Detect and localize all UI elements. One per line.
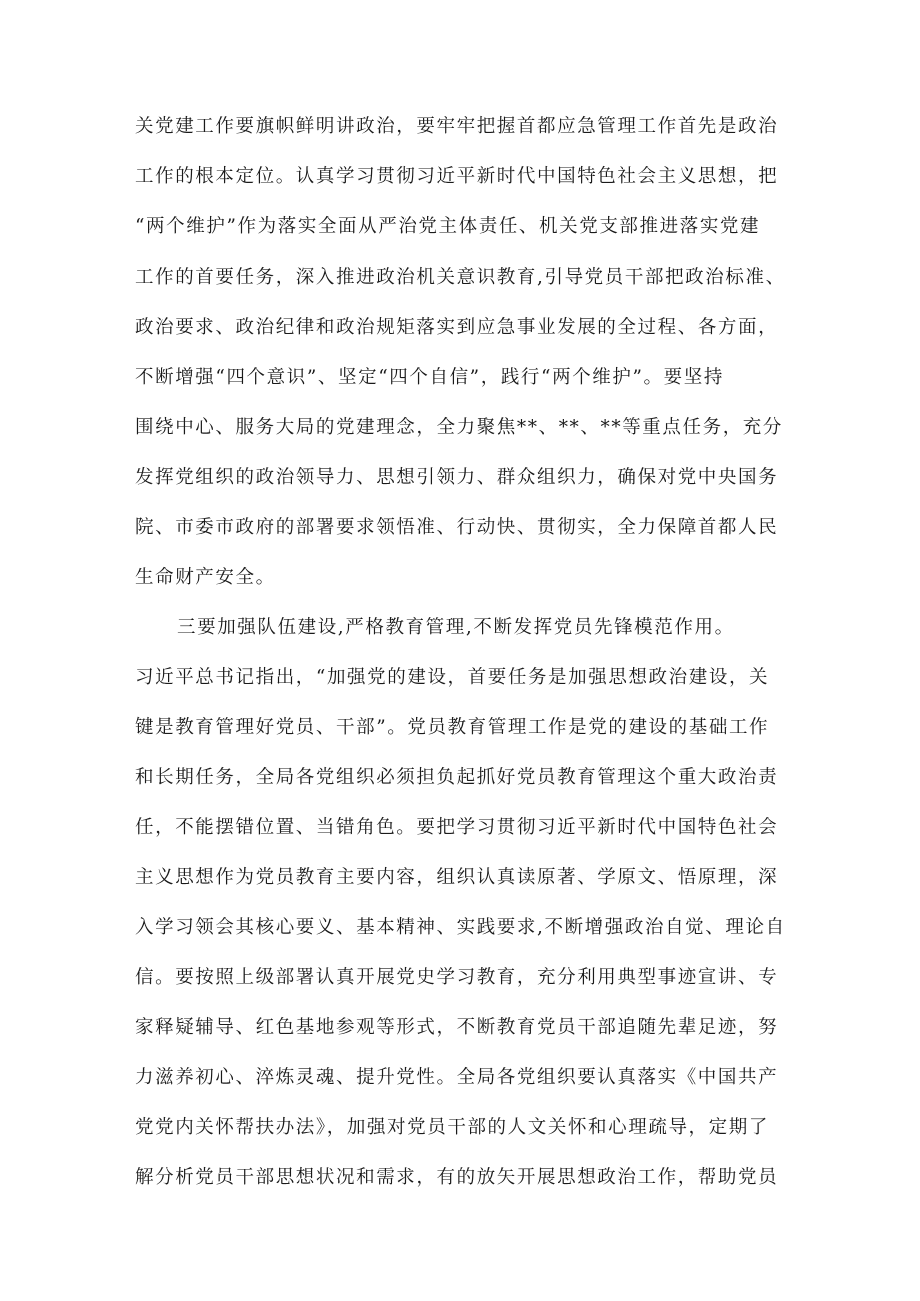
text-line: “两个维护”作为落实全面从严治党主体责任、机关党支部推进落实党建 xyxy=(135,216,761,237)
text-line: 主义思想作为党员教育主要内容，组织认真读原著、学原文、悟原理，深 xyxy=(135,867,779,888)
text-line: 院、市委市政府的部署要求领悟准、行动快、贯彻实，全力保障首都人民 xyxy=(135,517,779,538)
text-line: 围绕中心、服务大局的党建理念，全力聚焦**、**、**等重点任务，充分 xyxy=(135,417,784,438)
text-line: 工作的根本定位。认真学习贯彻习近平新时代中国特色社会主义思想，把 xyxy=(135,166,779,187)
text-line: 任，不能摆错位置、当错角色。要把学习贯彻习近平新时代中国特色社会 xyxy=(135,817,779,838)
text-line: 工作的首要任务，深入推进政治机关意识教育,引导党员干部把政治标准、 xyxy=(135,267,786,288)
text-line: 力滋养初心、淬炼灵魂、提升党性。全局各党组织要认真落实《中国共产 xyxy=(135,1067,779,1088)
text-line: 关党建工作要旗帜鲜明讲政治，要牢牢把握首都应急管理工作首先是政治 xyxy=(135,116,779,137)
text-line: 不断增强“四个意识”、坚定“四个自信”，践行“两个维护”。要坚持 xyxy=(135,367,724,388)
text-line: 党党内关怀帮扶办法》，加强对党员干部的人文关怀和心理疏导，定期了 xyxy=(135,1117,769,1138)
text-line: 习近平总书记指出，“加强党的建设，首要任务是加强思想政治建设，关 xyxy=(135,667,770,688)
text-line: 生命财产安全。 xyxy=(135,567,276,588)
text-line: 发挥党组织的政治领导力、思想引领力、群众组织力，确保对党中央国务 xyxy=(135,467,779,488)
paragraph-heading-line: 三要加强队伍建设,严格教育管理,不断发挥党员先锋模范作用。 xyxy=(177,617,735,638)
text-line: 解分析党员干部思想状况和需求，有的放矢开展思想政治工作，帮助党员 xyxy=(135,1167,779,1188)
text-line: 信。要按照上级部署认真开展党史学习教育，充分利用典型事迹宣讲、专 xyxy=(135,967,779,988)
text-line: 家释疑辅导、红色基地参观等形式，不断教育党员干部追随先辈足迹，努 xyxy=(135,1017,779,1038)
text-line: 键是教育管理好党员、干部”。党员教育管理工作是党的建设的基础工作 xyxy=(135,717,770,738)
text-line: 和长期任务，全局各党组织必须担负起抓好党员教育管理这个重大政治责 xyxy=(135,767,779,788)
text-line: 入学习领会其核心要义、基本精神、实践要求,不断增强政治自觉、理论自 xyxy=(135,917,786,938)
text-line: 政治要求、政治纪律和政治规矩落实到应急事业发展的全过程、各方面， xyxy=(135,317,779,338)
